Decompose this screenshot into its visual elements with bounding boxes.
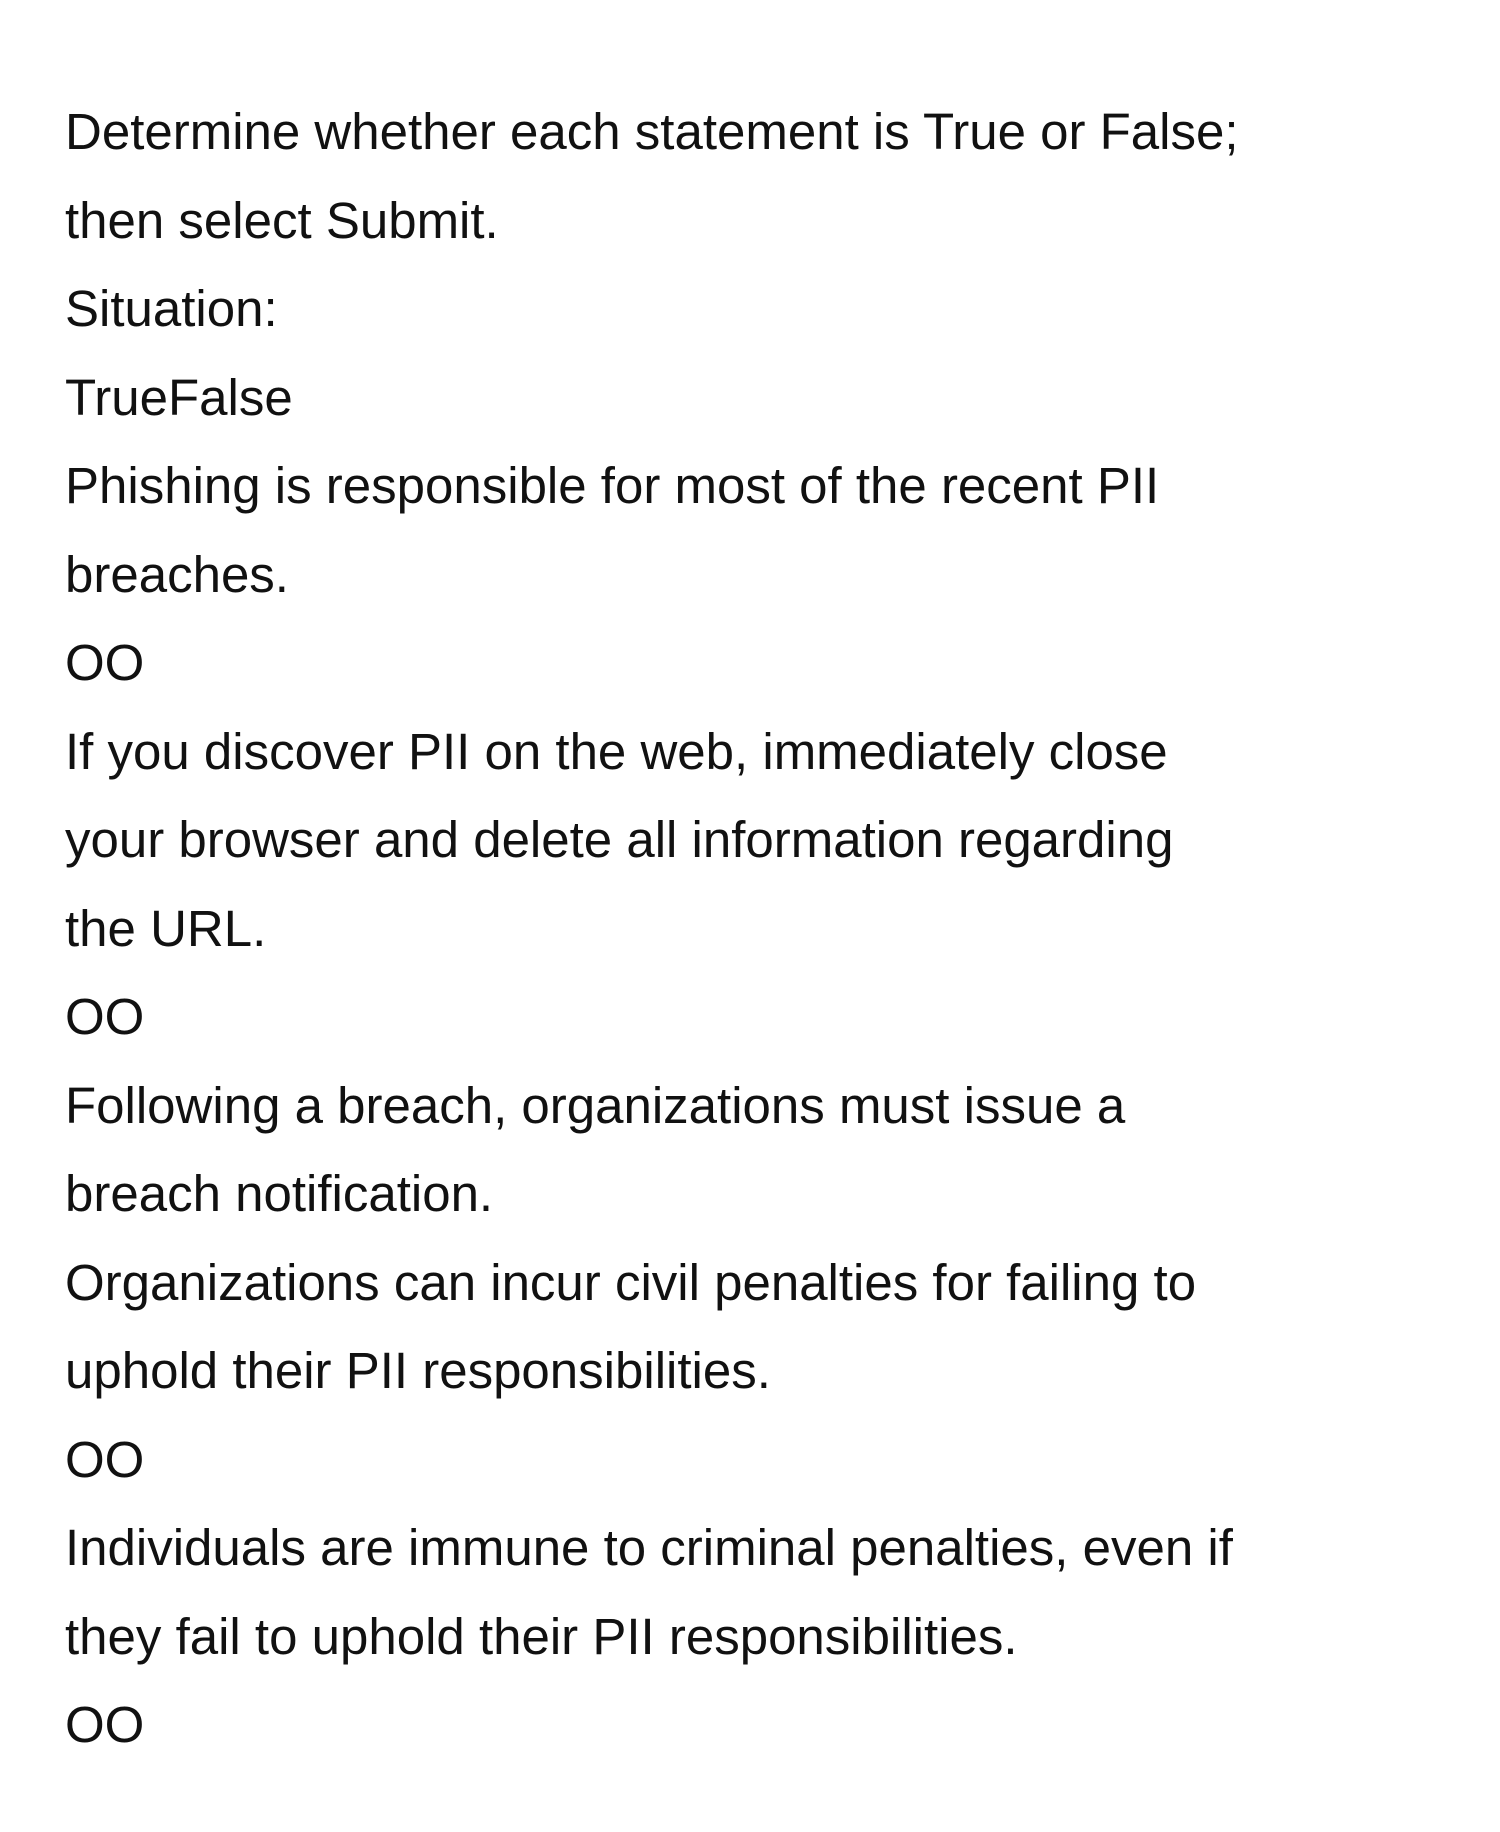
instruction-line-1: Determine whether each statement is True or False; [65, 103, 1239, 160]
statement-1-line-2: breaches. [65, 545, 289, 603]
statement-4-line-1: Organizations can incur civil penalties for failing to [65, 1253, 1197, 1311]
statement-1-options[interactable]: OO [65, 634, 145, 691]
statement-4-line-2: uphold their PII responsibilities. [65, 1342, 771, 1399]
statement-2-line-3: the URL. [65, 899, 267, 957]
statement-1-line-1: Phishing is responsible for most of the recent PII [65, 457, 1160, 514]
statement-5-line-2: they fail to uphold their PII responsibilities. [65, 1607, 1018, 1665]
statement-2-options[interactable]: OO [65, 988, 145, 1045]
statement-5-line-1: Individuals are immune to criminal penalties, even if [65, 1519, 1233, 1576]
column-headers: TrueFalse [65, 368, 293, 426]
statement-3-line-1: Following a breach, organizations must issue a [65, 1076, 1126, 1134]
situation-label: Situation: [65, 280, 278, 337]
instruction-line-2: then select Submit. [65, 191, 499, 249]
statement-5-options[interactable]: OO [65, 1696, 145, 1753]
statement-3-line-2: breach notification. [65, 1165, 494, 1222]
statement-2-line-2: your browser and delete all information regarding [65, 811, 1174, 868]
statement-2-line-1: If you discover PII on the web, immediately close [65, 722, 1168, 780]
statement-4-options[interactable]: OO [65, 1430, 145, 1488]
